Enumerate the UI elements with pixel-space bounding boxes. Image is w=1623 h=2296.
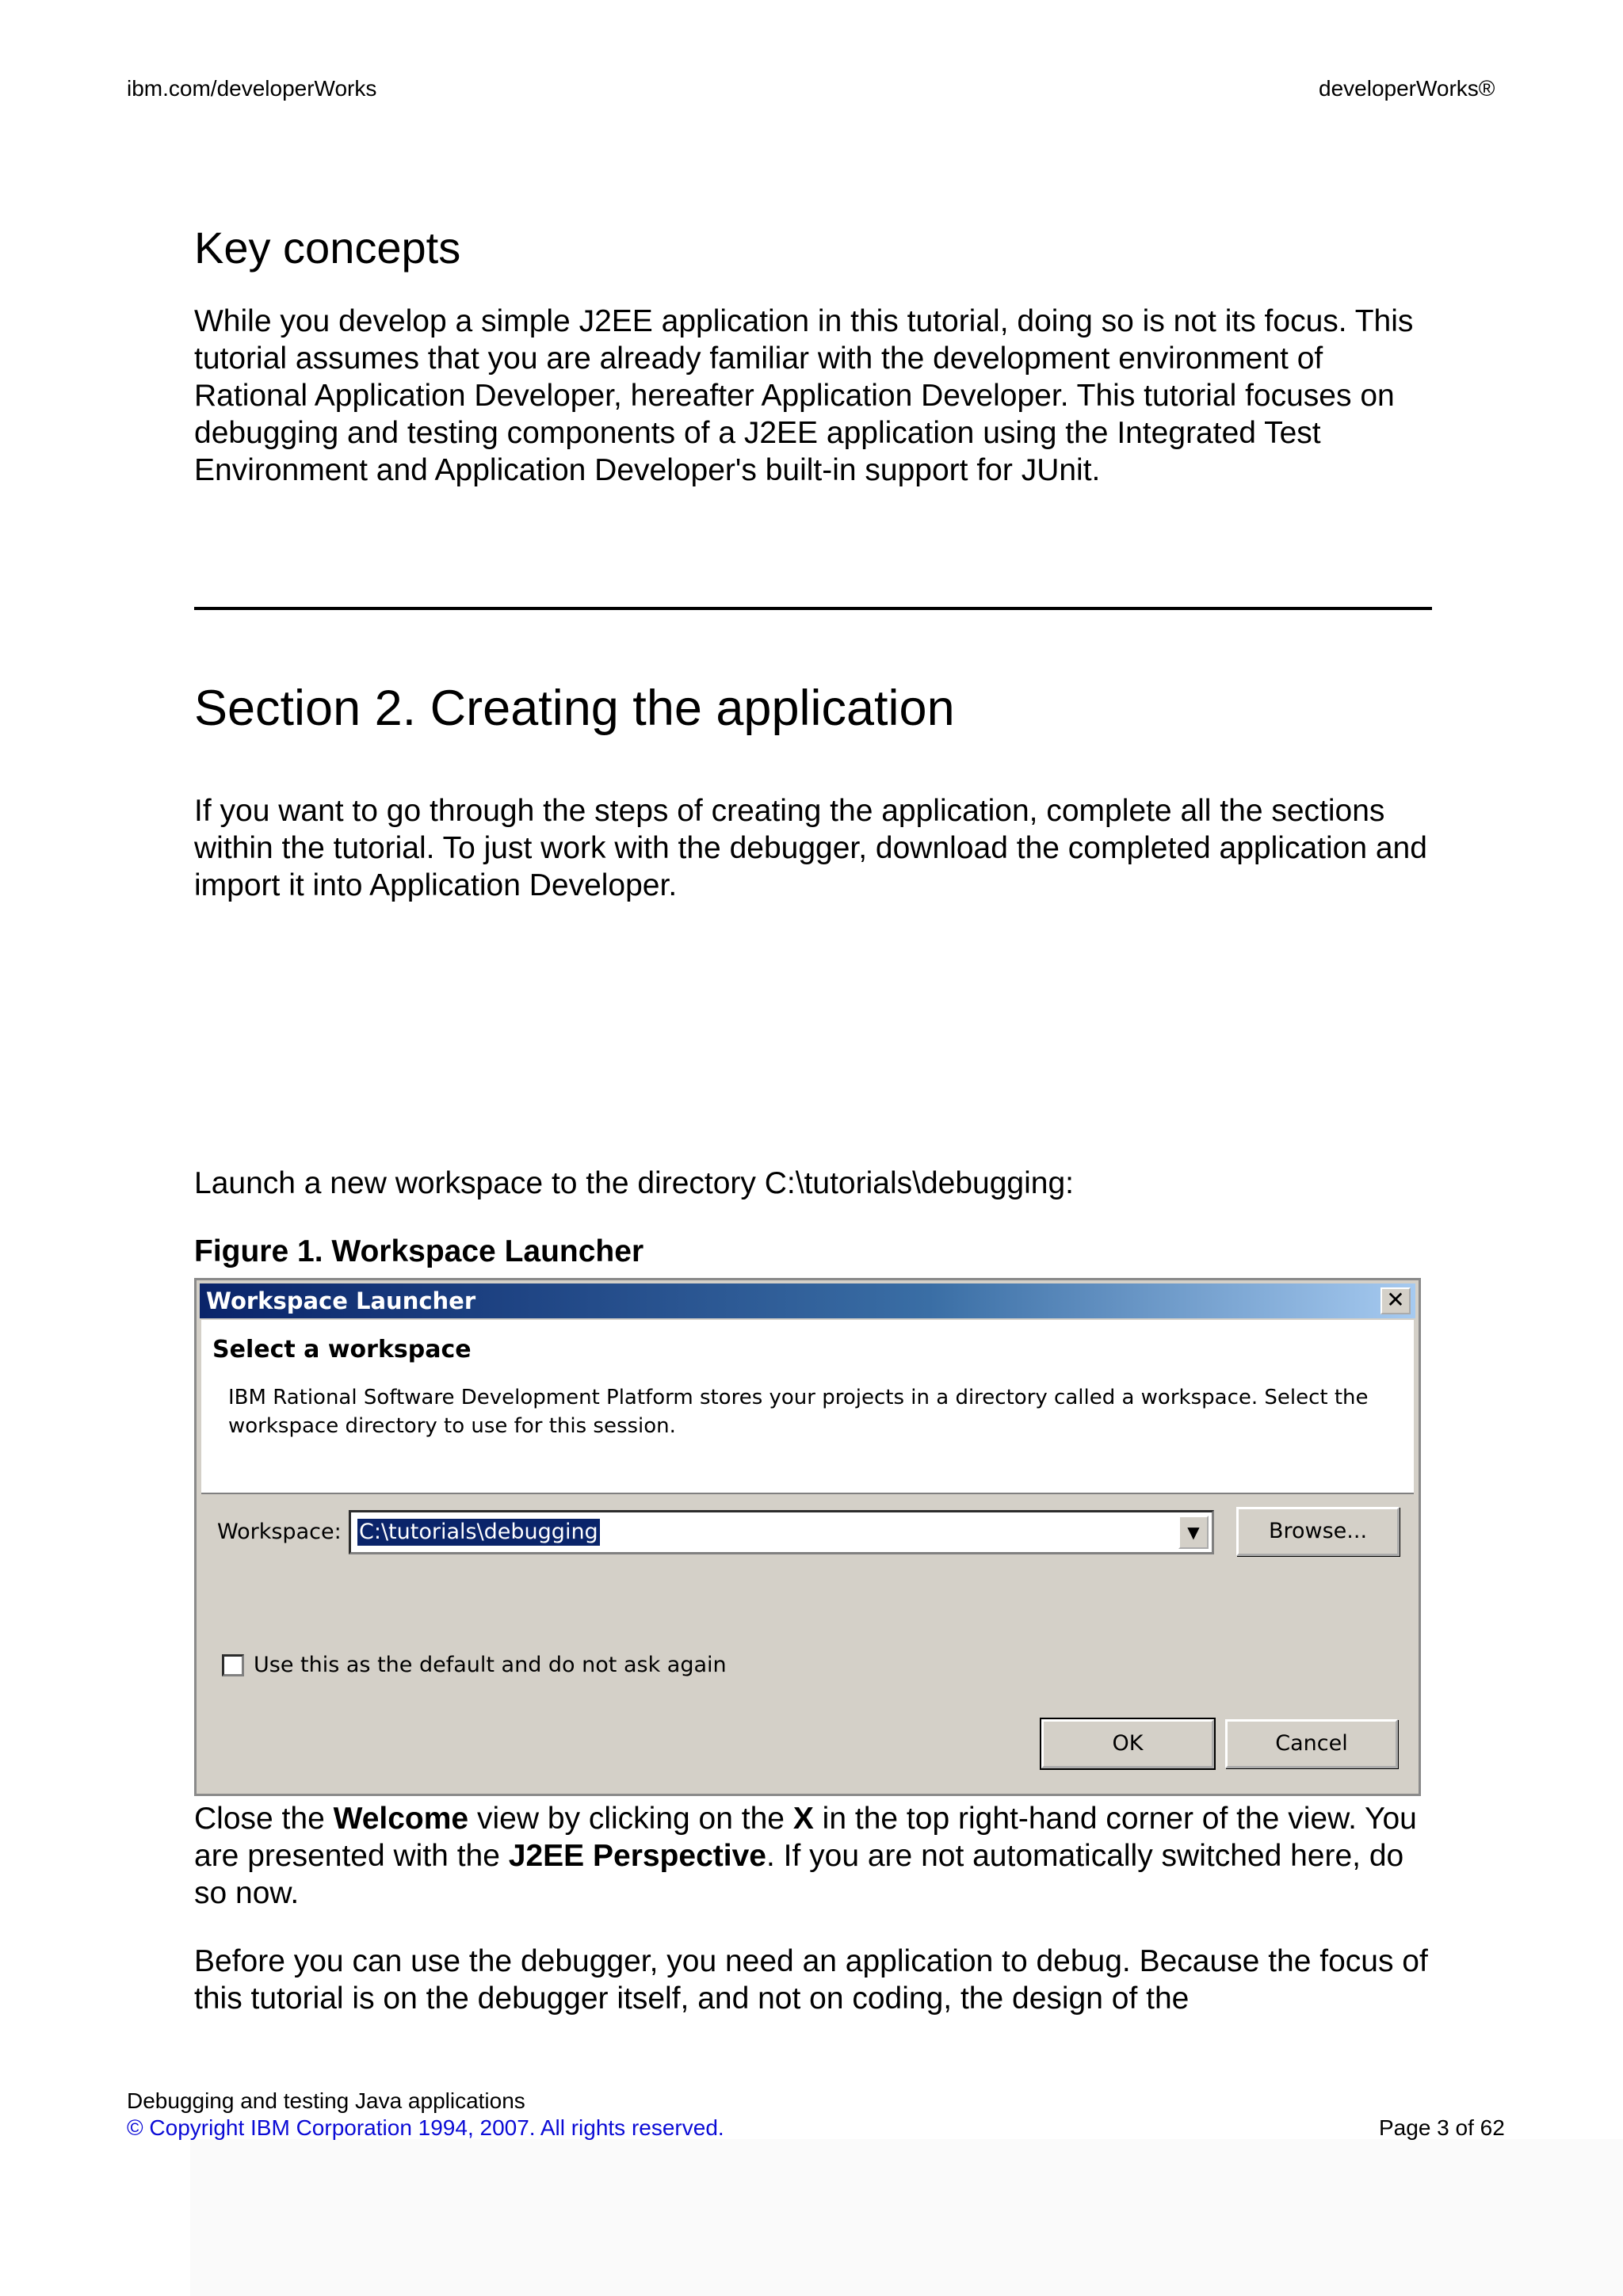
workspace-input-value[interactable]: C:\tutorials\debugging xyxy=(359,1520,598,1544)
paragraph-section-2: If you want to go through the steps of creating the application, complete all the sections within the tutorial. To just work with the debugger, download the completed application and import it into Application Developer. xyxy=(194,794,1427,902)
paragraph-close-welcome xyxy=(194,1800,1430,1912)
close-text-2: view by clicking on the xyxy=(468,1802,793,1836)
browse-button[interactable]: Browse... xyxy=(1236,1507,1400,1556)
close-text-4: . If you are not automatically switched here, do so now. xyxy=(194,1839,1404,1910)
paragraph-key-concepts: While you develop a simple J2EE application in this tutorial, doing so is not its focus. This tutorial assumes that you are already familiar with the development environment of Rational Application Developer, hereafter Application Developer. This tutorial focuses on debugging and testing components of a J2EE application using the Integrated Test Environment and Application Developer's built-in support for JUnit. xyxy=(194,304,1414,487)
ok-button[interactable]: OK xyxy=(1041,1719,1214,1768)
chevron-down-icon[interactable]: ▼ xyxy=(1178,1516,1209,1549)
close-text-3: in the top right-hand corner of the view. You are presented with the xyxy=(194,1802,1417,1873)
close-text-1: Close the xyxy=(194,1802,334,1836)
footer-title: Debugging and testing Java applications xyxy=(127,2088,525,2113)
figure-caption: Figure 1. Workspace Launcher xyxy=(194,1234,644,1268)
close-bold-perspective: J2EE Perspective xyxy=(508,1839,766,1873)
close-bold-x: X xyxy=(792,1802,814,1836)
close-bold-welcome: Welcome xyxy=(333,1802,469,1836)
footer-copyright-link[interactable]: © Copyright IBM Corporation 1994, 2007. All rights reserved. xyxy=(127,2115,724,2140)
section-divider xyxy=(194,607,1432,610)
checkbox-label[interactable]: Use this as the default and do not ask again xyxy=(254,1653,727,1677)
workspace-combo[interactable] xyxy=(349,1510,1214,1554)
header-site-link[interactable]: ibm.com/developerWorks xyxy=(127,76,377,101)
workspace-label: Workspace: xyxy=(217,1520,342,1544)
dialog-titlebar xyxy=(200,1283,1415,1318)
dialog-title: Workspace Launcher xyxy=(206,1287,476,1314)
footer-page-number: Page 3 of 62 xyxy=(1379,2115,1505,2140)
heading-key-concepts: Key concepts xyxy=(194,223,461,273)
paragraph-launch-workspace: Launch a new workspace to the directory C:\tutorials\debugging: xyxy=(194,1166,1074,1200)
page-background-shade xyxy=(190,2139,1623,2296)
header-brand: developerWorks® xyxy=(1319,76,1495,101)
workspace-launcher-dialog xyxy=(194,1278,1421,1796)
dialog-banner xyxy=(201,1320,1414,1494)
banner-description: IBM Rational Software Development Platform stores your projects in a directory called a workspace. Select the workspace directory to use for this session. xyxy=(228,1386,1369,1438)
default-workspace-checkbox[interactable] xyxy=(222,1654,244,1676)
banner-title: Select a workspace xyxy=(212,1336,472,1363)
close-icon[interactable]: ✕ xyxy=(1381,1287,1411,1314)
cancel-button[interactable]: Cancel xyxy=(1225,1719,1398,1768)
paragraph-before-debugger: Before you can use the debugger, you need an application to debug. Because the focus of this tutorial is on the debugger itself, and not on coding, the design of the xyxy=(194,1944,1428,2016)
heading-section-2: Section 2. Creating the application xyxy=(194,681,955,736)
